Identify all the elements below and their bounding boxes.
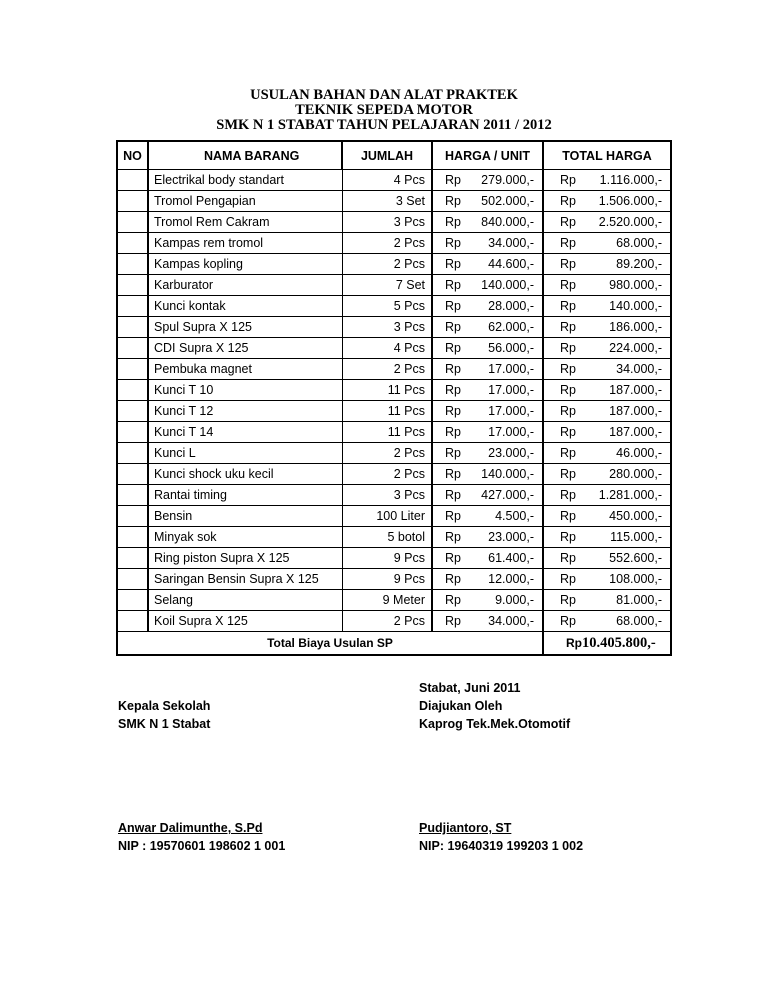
price-currency: Rp bbox=[445, 467, 461, 481]
cell-no bbox=[117, 191, 148, 212]
total-value: 81.000,- bbox=[616, 593, 662, 607]
price-value: 62.000,- bbox=[488, 320, 534, 334]
cell-total-price bbox=[543, 338, 671, 359]
cell-no bbox=[117, 359, 148, 380]
cell-item-name: Tromol Rem Cakram bbox=[148, 212, 342, 233]
cell-unit-price bbox=[432, 422, 543, 443]
table-row bbox=[117, 212, 671, 233]
cell-qty: 2 Pcs bbox=[342, 443, 432, 464]
total-value: 187.000,- bbox=[609, 425, 662, 439]
table-row bbox=[117, 380, 671, 401]
cell-item-name: Kunci T 12 bbox=[148, 401, 342, 422]
price-currency: Rp bbox=[445, 572, 461, 586]
cell-qty: 9 Pcs bbox=[342, 548, 432, 569]
price-currency: Rp bbox=[445, 194, 461, 208]
cell-no bbox=[117, 485, 148, 506]
cell-qty: 4 Pcs bbox=[342, 170, 432, 191]
cell-total-price bbox=[543, 569, 671, 590]
cell-unit-price bbox=[432, 212, 543, 233]
price-value: 34.000,- bbox=[488, 236, 534, 250]
cell-qty: 9 Meter bbox=[342, 590, 432, 611]
total-currency: Rp bbox=[560, 509, 576, 523]
cell-qty: 3 Pcs bbox=[342, 317, 432, 338]
price-currency: Rp bbox=[445, 551, 461, 565]
table-row bbox=[117, 464, 671, 485]
total-currency: Rp bbox=[560, 446, 576, 460]
cell-unit-price bbox=[432, 317, 543, 338]
total-value: 187.000,- bbox=[609, 404, 662, 418]
total-currency: Rp bbox=[560, 215, 576, 229]
total-currency: Rp bbox=[560, 194, 576, 208]
total-label: Total Biaya Usulan SP bbox=[267, 636, 393, 650]
cell-item-name: Pembuka magnet bbox=[148, 359, 342, 380]
total-value: 1.281.000,- bbox=[598, 488, 662, 502]
right-role: Kaprog Tek.Mek.Otomotif bbox=[419, 717, 571, 731]
total-currency: Rp bbox=[560, 425, 576, 439]
cell-no bbox=[117, 212, 148, 233]
right-proposed-by: Diajukan Oleh bbox=[419, 699, 503, 713]
cell-unit-price bbox=[432, 464, 543, 485]
cell-item-name: Selang bbox=[148, 590, 342, 611]
cell-unit-price bbox=[432, 611, 543, 632]
cell-total-price bbox=[543, 422, 671, 443]
cell-item-name: Minyak sok bbox=[148, 527, 342, 548]
table-row bbox=[117, 191, 671, 212]
price-value: 9.000,- bbox=[495, 593, 534, 607]
table-row bbox=[117, 254, 671, 275]
table-row bbox=[117, 590, 671, 611]
header-name: NAMA BARANG bbox=[148, 141, 342, 170]
total-value: 89.200,- bbox=[616, 257, 662, 271]
total-currency: Rp bbox=[560, 341, 576, 355]
table-row bbox=[117, 548, 671, 569]
price-value: 44.600,- bbox=[488, 257, 534, 271]
total-value: 140.000,- bbox=[609, 299, 662, 313]
header-qty: JUMLAH bbox=[342, 141, 432, 170]
cell-unit-price bbox=[432, 338, 543, 359]
cell-no bbox=[117, 422, 148, 443]
cell-item-name: Kunci T 14 bbox=[148, 422, 342, 443]
cell-unit-price bbox=[432, 170, 543, 191]
cell-no bbox=[117, 464, 148, 485]
price-currency: Rp bbox=[445, 299, 461, 313]
cell-unit-price bbox=[432, 359, 543, 380]
cell-qty: 11 Pcs bbox=[342, 380, 432, 401]
total-currency: Rp bbox=[560, 257, 576, 271]
cell-item-name: Karburator bbox=[148, 275, 342, 296]
price-value: 502.000,- bbox=[481, 194, 534, 208]
total-currency: Rp bbox=[560, 593, 576, 607]
cell-qty: 11 Pcs bbox=[342, 401, 432, 422]
total-currency: Rp bbox=[560, 404, 576, 418]
right-signer-name: Pudjiantoro, ST bbox=[419, 821, 512, 835]
total-currency: Rp bbox=[560, 362, 576, 376]
total-value: 108.000,- bbox=[609, 572, 662, 586]
signature-right-block bbox=[419, 679, 570, 733]
price-currency: Rp bbox=[445, 404, 461, 418]
cell-qty: 9 Pcs bbox=[342, 569, 432, 590]
price-value: 17.000,- bbox=[488, 404, 534, 418]
price-value: 61.400,- bbox=[488, 551, 534, 565]
header-price: HARGA / UNIT bbox=[432, 141, 543, 170]
total-value: 1.506.000,- bbox=[598, 194, 662, 208]
total-currency: Rp bbox=[560, 551, 576, 565]
cell-unit-price bbox=[432, 569, 543, 590]
cell-no bbox=[117, 590, 148, 611]
table-row bbox=[117, 359, 671, 380]
cell-qty: 3 Pcs bbox=[342, 212, 432, 233]
cell-item-name: Tromol Pengapian bbox=[148, 191, 342, 212]
right-place-date: Stabat, Juni 2011 bbox=[419, 681, 521, 695]
price-currency: Rp bbox=[445, 362, 461, 376]
cell-no bbox=[117, 380, 148, 401]
table-row bbox=[117, 527, 671, 548]
cell-qty: 3 Pcs bbox=[342, 485, 432, 506]
total-value: 552.600,- bbox=[609, 551, 662, 565]
cell-qty: 7 Set bbox=[342, 275, 432, 296]
table-row bbox=[117, 233, 671, 254]
grand-total-cell bbox=[543, 632, 671, 656]
total-value: 1.116.000,- bbox=[599, 173, 662, 187]
cell-no bbox=[117, 443, 148, 464]
cell-item-name: Kunci shock uku kecil bbox=[148, 464, 342, 485]
cell-total-price bbox=[543, 212, 671, 233]
doc-title-line-3: SMK N 1 STABAT TAHUN PELAJARAN 2011 / 2012 bbox=[216, 117, 552, 133]
price-currency: Rp bbox=[445, 425, 461, 439]
table-row bbox=[117, 611, 671, 632]
total-value: 980.000,- bbox=[609, 278, 662, 292]
cell-unit-price bbox=[432, 233, 543, 254]
total-value: 68.000,- bbox=[616, 614, 662, 628]
cell-no bbox=[117, 611, 148, 632]
table-row bbox=[117, 422, 671, 443]
cell-qty: 5 botol bbox=[342, 527, 432, 548]
table-row bbox=[117, 401, 671, 422]
cell-unit-price bbox=[432, 380, 543, 401]
total-label-cell bbox=[117, 632, 543, 656]
cell-unit-price bbox=[432, 590, 543, 611]
cell-unit-price bbox=[432, 506, 543, 527]
price-currency: Rp bbox=[445, 173, 461, 187]
total-currency: Rp bbox=[560, 614, 576, 628]
price-currency: Rp bbox=[445, 320, 461, 334]
total-value: 280.000,- bbox=[609, 467, 662, 481]
cell-no bbox=[117, 338, 148, 359]
table-row bbox=[117, 317, 671, 338]
cell-qty: 2 Pcs bbox=[342, 359, 432, 380]
price-value: 17.000,- bbox=[488, 383, 534, 397]
cell-unit-price bbox=[432, 485, 543, 506]
price-currency: Rp bbox=[445, 257, 461, 271]
cell-total-price bbox=[543, 590, 671, 611]
total-value: 186.000,- bbox=[609, 320, 662, 334]
doc-title-line-2: TEKNIK SEPEDA MOTOR bbox=[295, 102, 473, 118]
doc-title-line-1: USULAN BAHAN DAN ALAT PRAKTEK bbox=[250, 87, 518, 103]
price-value: 34.000,- bbox=[488, 614, 534, 628]
price-currency: Rp bbox=[445, 593, 461, 607]
total-value: 187.000,- bbox=[609, 383, 662, 397]
cell-total-price bbox=[543, 443, 671, 464]
cell-unit-price bbox=[432, 275, 543, 296]
cell-no bbox=[117, 317, 148, 338]
cell-total-price bbox=[543, 254, 671, 275]
price-currency: Rp bbox=[445, 488, 461, 502]
cell-unit-price bbox=[432, 527, 543, 548]
cell-total-price bbox=[543, 275, 671, 296]
table-row bbox=[117, 170, 671, 191]
total-currency: Rp bbox=[560, 173, 576, 187]
price-value: 840.000,- bbox=[481, 215, 534, 229]
total-value: 450.000,- bbox=[609, 509, 662, 523]
price-value: 12.000,- bbox=[488, 572, 534, 586]
cell-no bbox=[117, 401, 148, 422]
table-row bbox=[117, 569, 671, 590]
cell-item-name: Rantai timing bbox=[148, 485, 342, 506]
cell-total-price bbox=[543, 380, 671, 401]
price-value: 23.000,- bbox=[488, 446, 534, 460]
cell-item-name: Kampas rem tromol bbox=[148, 233, 342, 254]
cell-qty: 2 Pcs bbox=[342, 254, 432, 275]
total-currency: Rp bbox=[560, 278, 576, 292]
total-value: 2.520.000,- bbox=[598, 215, 662, 229]
grand-total-currency: Rp bbox=[566, 635, 582, 650]
table-row bbox=[117, 296, 671, 317]
cell-qty: 5 Pcs bbox=[342, 296, 432, 317]
cell-item-name: Koil Supra X 125 bbox=[148, 611, 342, 632]
cell-item-name: CDI Supra X 125 bbox=[148, 338, 342, 359]
cell-no bbox=[117, 527, 148, 548]
cell-qty: 4 Pcs bbox=[342, 338, 432, 359]
grand-total-value: 10.405.800,- bbox=[582, 634, 656, 651]
total-value: 68.000,- bbox=[616, 236, 662, 250]
cell-unit-price bbox=[432, 254, 543, 275]
header-no: NO bbox=[117, 141, 148, 170]
table-row bbox=[117, 506, 671, 527]
left-signer-nip: NIP : 19570601 198602 1 001 bbox=[118, 839, 286, 853]
cell-total-price bbox=[543, 464, 671, 485]
cell-no bbox=[117, 170, 148, 191]
cell-unit-price bbox=[432, 401, 543, 422]
price-value: 140.000,- bbox=[481, 467, 534, 481]
cell-no bbox=[117, 569, 148, 590]
cell-item-name: Kunci kontak bbox=[148, 296, 342, 317]
total-value: 34.000,- bbox=[616, 362, 662, 376]
price-value: 140.000,- bbox=[481, 278, 534, 292]
signature-left-block bbox=[118, 697, 210, 733]
cell-total-price bbox=[543, 506, 671, 527]
price-value: 56.000,- bbox=[488, 341, 534, 355]
signature-left-name-block bbox=[118, 819, 285, 855]
cell-no bbox=[117, 296, 148, 317]
cell-total-price bbox=[543, 611, 671, 632]
cell-qty: 100 Liter bbox=[342, 506, 432, 527]
cell-qty: 3 Set bbox=[342, 191, 432, 212]
cell-unit-price bbox=[432, 191, 543, 212]
left-signer-name: Anwar Dalimunthe, S.Pd bbox=[118, 821, 263, 835]
price-currency: Rp bbox=[445, 614, 461, 628]
cell-total-price bbox=[543, 233, 671, 254]
cell-total-price bbox=[543, 191, 671, 212]
cell-total-price bbox=[543, 527, 671, 548]
cell-unit-price bbox=[432, 296, 543, 317]
price-currency: Rp bbox=[445, 446, 461, 460]
total-currency: Rp bbox=[560, 572, 576, 586]
cell-no bbox=[117, 506, 148, 527]
total-value: 46.000,- bbox=[616, 446, 662, 460]
cell-item-name: Saringan Bensin Supra X 125 bbox=[148, 569, 342, 590]
total-currency: Rp bbox=[560, 467, 576, 481]
cell-total-price bbox=[543, 296, 671, 317]
left-role-line1: Kepala Sekolah bbox=[118, 699, 211, 713]
price-currency: Rp bbox=[445, 215, 461, 229]
right-signer-nip: NIP: 19640319 199203 1 002 bbox=[419, 839, 584, 853]
table-row bbox=[117, 443, 671, 464]
price-currency: Rp bbox=[445, 278, 461, 292]
table-row bbox=[117, 338, 671, 359]
signature-right-name-block bbox=[419, 819, 583, 855]
header-total: TOTAL HARGA bbox=[543, 141, 671, 170]
cell-no bbox=[117, 275, 148, 296]
left-role-line2: SMK N 1 Stabat bbox=[118, 717, 211, 731]
total-currency: Rp bbox=[560, 299, 576, 313]
total-row bbox=[117, 632, 671, 656]
cell-item-name: Spul Supra X 125 bbox=[148, 317, 342, 338]
cell-item-name: Kunci L bbox=[148, 443, 342, 464]
total-currency: Rp bbox=[560, 320, 576, 334]
cell-unit-price bbox=[432, 443, 543, 464]
table-row bbox=[117, 275, 671, 296]
price-value: 4.500,- bbox=[495, 509, 534, 523]
cell-qty: 11 Pcs bbox=[342, 422, 432, 443]
price-value: 279.000,- bbox=[481, 173, 534, 187]
cell-no bbox=[117, 548, 148, 569]
price-value: 17.000,- bbox=[488, 362, 534, 376]
cell-item-name: Bensin bbox=[148, 506, 342, 527]
total-value: 115.000,- bbox=[610, 530, 662, 544]
cell-total-price bbox=[543, 548, 671, 569]
price-currency: Rp bbox=[445, 236, 461, 250]
price-value: 23.000,- bbox=[488, 530, 534, 544]
price-currency: Rp bbox=[445, 383, 461, 397]
cell-total-price bbox=[543, 485, 671, 506]
price-value: 28.000,- bbox=[488, 299, 534, 313]
cell-item-name: Kunci T 10 bbox=[148, 380, 342, 401]
cell-item-name: Ring piston Supra X 125 bbox=[148, 548, 342, 569]
price-currency: Rp bbox=[445, 509, 461, 523]
total-currency: Rp bbox=[560, 530, 576, 544]
cell-item-name: Kampas kopling bbox=[148, 254, 342, 275]
items-table bbox=[116, 140, 672, 656]
cell-qty: 2 Pcs bbox=[342, 611, 432, 632]
price-value: 17.000,- bbox=[488, 425, 534, 439]
price-value: 427.000,- bbox=[481, 488, 534, 502]
cell-unit-price bbox=[432, 548, 543, 569]
table-header-row bbox=[117, 141, 671, 170]
price-currency: Rp bbox=[445, 530, 461, 544]
total-value: 224.000,- bbox=[609, 341, 662, 355]
total-currency: Rp bbox=[560, 383, 576, 397]
cell-no bbox=[117, 254, 148, 275]
cell-qty: 2 Pcs bbox=[342, 233, 432, 254]
total-currency: Rp bbox=[560, 488, 576, 502]
table-row bbox=[117, 485, 671, 506]
cell-qty: 2 Pcs bbox=[342, 464, 432, 485]
cell-no bbox=[117, 233, 148, 254]
cell-total-price bbox=[543, 401, 671, 422]
cell-total-price bbox=[543, 170, 671, 191]
cell-item-name: Electrikal body standart bbox=[148, 170, 342, 191]
total-currency: Rp bbox=[560, 236, 576, 250]
cell-total-price bbox=[543, 359, 671, 380]
cell-total-price bbox=[543, 317, 671, 338]
price-currency: Rp bbox=[445, 341, 461, 355]
